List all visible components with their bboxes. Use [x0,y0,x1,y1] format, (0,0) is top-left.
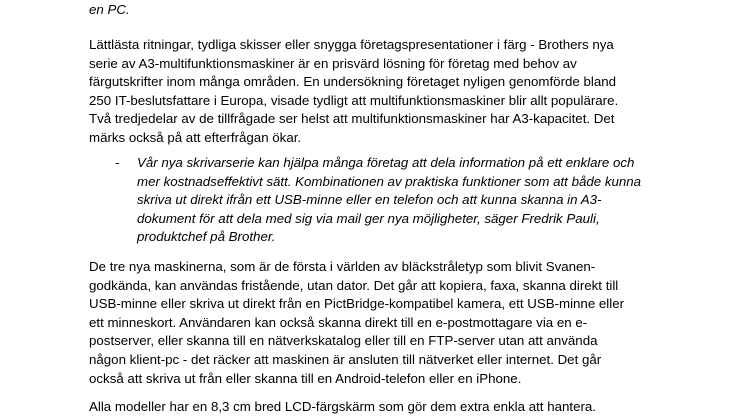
text-line: Lättlästa ritningar, tydliga skisser eller snygga företagspresentationer i färg - Brothers nya [89,37,614,52]
models-paragraph [89,398,596,417]
text-line: godkända, kan användas fristående, utan dator. Det går att kopiera, faxa, skanna direkt till [89,277,619,293]
text-line: Vår nya skrivarserie kan hjälpa många företag att dela information på ett enklare och [137,155,635,170]
text-line: en PC. [89,2,130,17]
text-line: ett minneskort. Användaren kan också skanna direkt till en e-postmottagare via en e- [89,314,588,330]
top-fragment [89,1,130,20]
text-line: serie av A3-multifunktionsmaskiner är en prisvärd lösning för företag med behov av [89,55,577,71]
quote-dash: - [115,155,120,170]
text-line: dokument för att dela med sig via mail ger nya möjligheter, säger Fredrik Pauli, [137,210,600,226]
text-line: Alla modeller har en 8,3 cm bred LCD-färgskärm som gör dem extra enkla att hantera. [89,399,596,414]
text-line: mer kostnadseffektivt sätt. Kombinationen av praktiska funktioner som att både kunna [137,173,642,189]
text-line: någon klient-pc - det räcker att maskinen är ansluten till nätverket eller internet. Det går [89,351,602,367]
text-line: produktchef på Brother. [137,229,276,245]
text-line: De tre nya maskinerna, som är de första i världen av bläckstråletyp som blivit Svanen- [89,259,596,274]
intro-paragraph [89,36,618,148]
text-line: märks också på att efterfrågan ökar. [89,129,302,145]
text-line: USB-minne eller skriva ut direkt från en PictBridge-kompatibel kamera, ett USB-minne eller [89,296,625,312]
text-line: färgutskrifter inom många områden. En undersökning företaget nyligen genomförde bland [89,74,617,90]
text-line: 250 IT-beslutsfattare i Europa, visade tydligt att multifunktionsmaskiner blir allt populärare. [89,92,619,108]
machines-paragraph [89,258,624,388]
quote-text [137,154,641,247]
text-line: skriva ut direkt ifrån ett USB-minne eller en telefon och att kunna skanna in A3- [137,192,602,208]
text-line: postserver, eller skanna till en nätverkskatalog eller till en FTP-server utan att använda [89,333,598,349]
text-line: Två tredjedelar av de tillfrågade ser helst att multifunktionsmaskiner har A3-kapacitet. Det [89,111,615,127]
text-line: också att skriva ut från eller skanna till en Android-telefon eller en iPhone. [89,370,522,386]
